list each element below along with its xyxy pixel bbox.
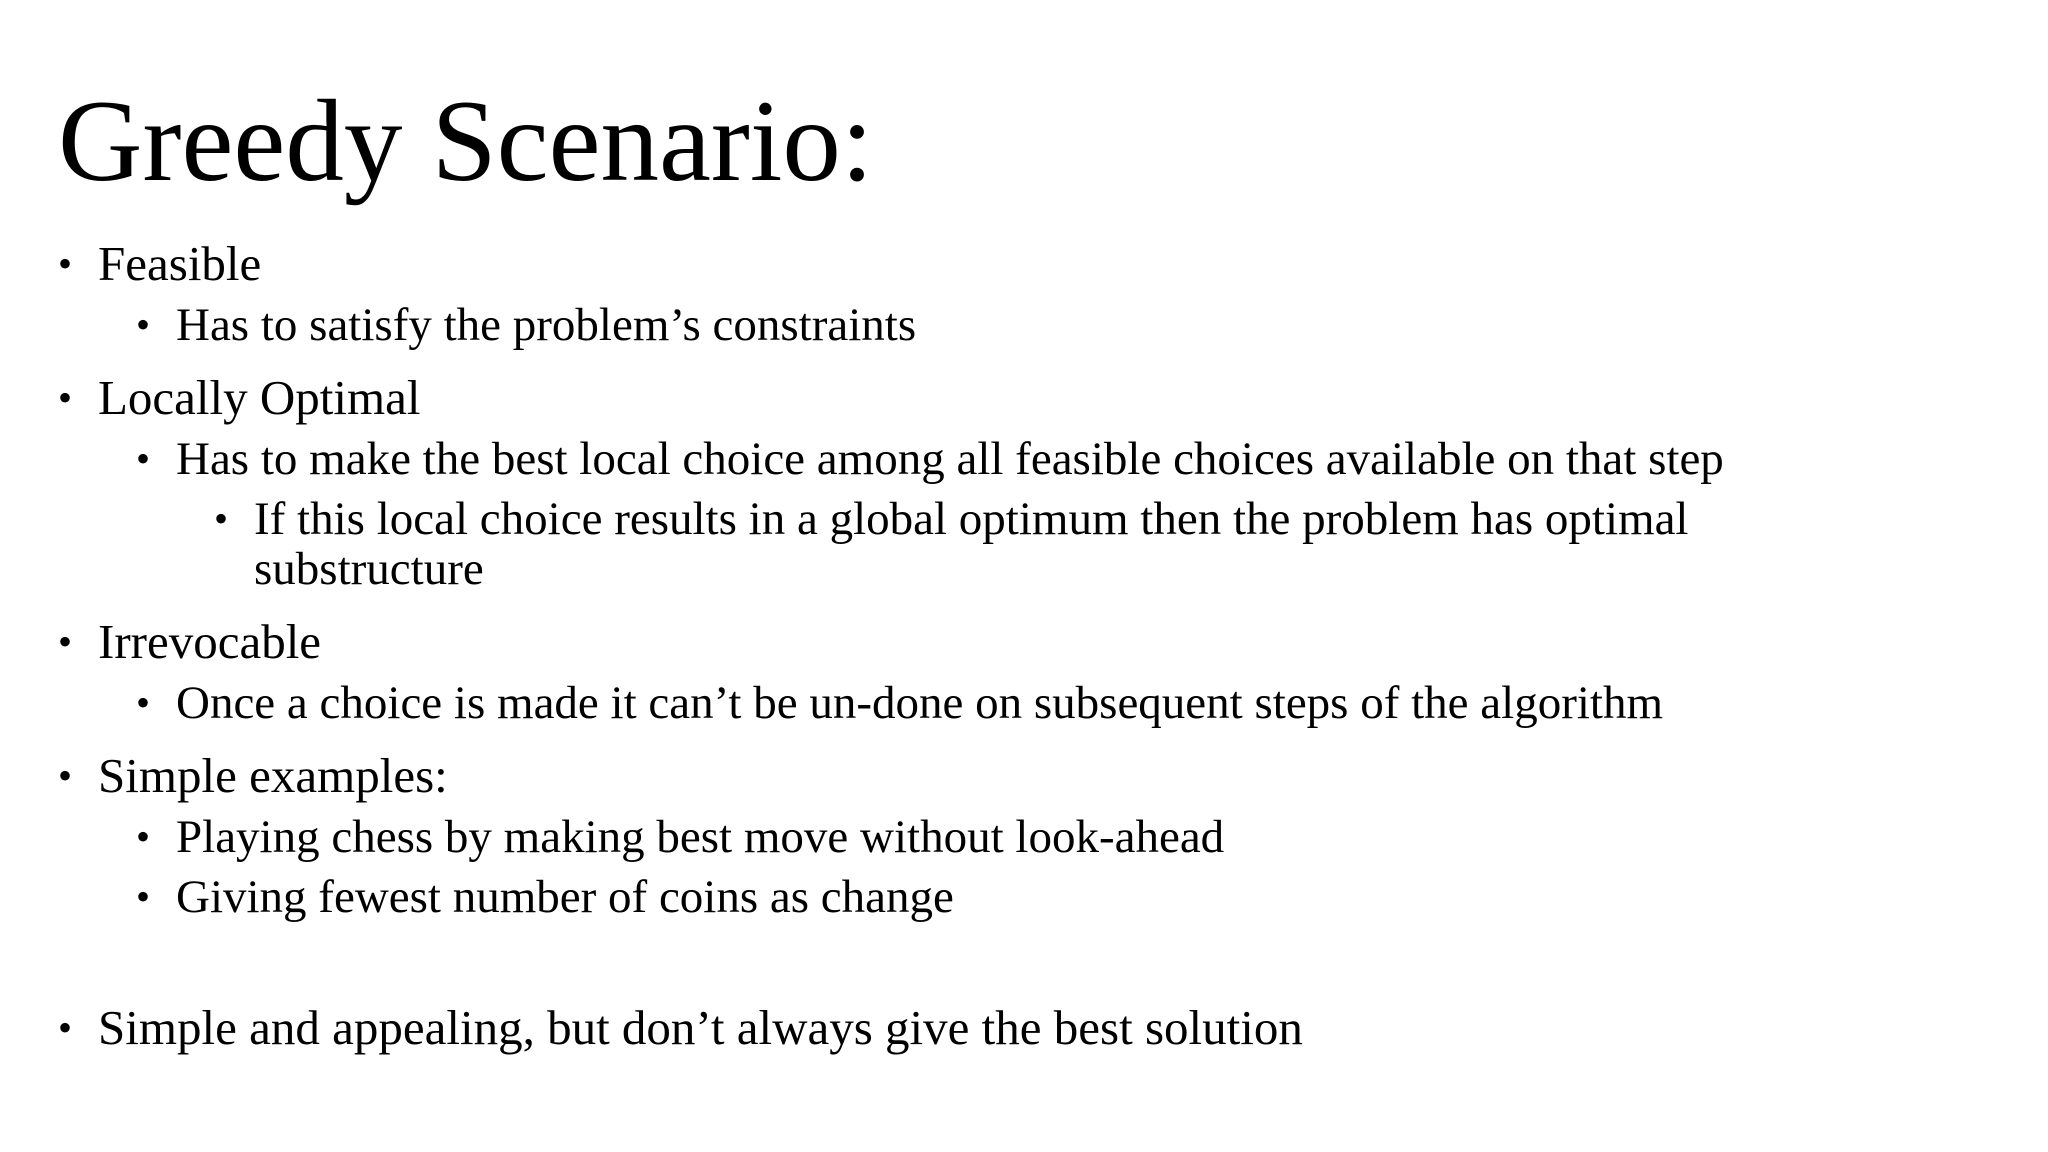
bullet-icon: • (58, 375, 73, 420)
list-item-locally-optimal (58, 370, 421, 426)
list-item-text: Once a choice is made it can’t be un-done on subsequent steps of the algorithm (176, 677, 1664, 729)
bullet-icon: • (136, 302, 151, 347)
bullet-icon: • (136, 436, 151, 481)
list-item-text: Feasible (98, 236, 262, 291)
list-item-text: Has to make the best local choice among all feasible choices available on that step (176, 433, 1724, 485)
bullet-icon: • (58, 241, 73, 286)
bullet-icon: • (136, 680, 151, 725)
list-item-simple-examples (58, 748, 448, 804)
bullet-icon: • (214, 496, 229, 541)
slide-title: Greedy Scenario: (58, 77, 874, 206)
list-item-text: Irrevocable (98, 614, 322, 669)
list-item-text: Giving fewest number of coins as change (176, 871, 954, 923)
bullet-icon: • (58, 753, 73, 798)
list-item-constraints (136, 298, 916, 352)
list-item-coins (136, 870, 954, 924)
list-item-simple-appealing (58, 1000, 1303, 1056)
list-item-best-local-choice (136, 432, 1724, 486)
bullet-icon: • (136, 814, 151, 859)
list-item-text: If this local choice results in a global optimum then the problem has optimal substructure (254, 493, 1689, 595)
list-item-text: Simple and appealing, but don’t always give the best solution (98, 1000, 1303, 1055)
list-item-text: Playing chess by making best move without look-ahead (176, 811, 1225, 863)
list-item-cannot-undo (136, 676, 1663, 730)
list-item-irrevocable (58, 614, 321, 670)
bullet-icon: • (136, 874, 151, 919)
bullet-icon: • (58, 619, 73, 664)
list-item-chess (136, 810, 1224, 864)
list-item-text: Simple examples: (98, 748, 448, 803)
bullet-icon: • (58, 1005, 73, 1050)
list-item-optimal-substructure (214, 494, 1874, 594)
list-item-text: Locally Optimal (98, 370, 421, 425)
list-item-text: Has to satisfy the problem’s constraints (176, 299, 917, 351)
list-item-feasible (58, 236, 261, 292)
